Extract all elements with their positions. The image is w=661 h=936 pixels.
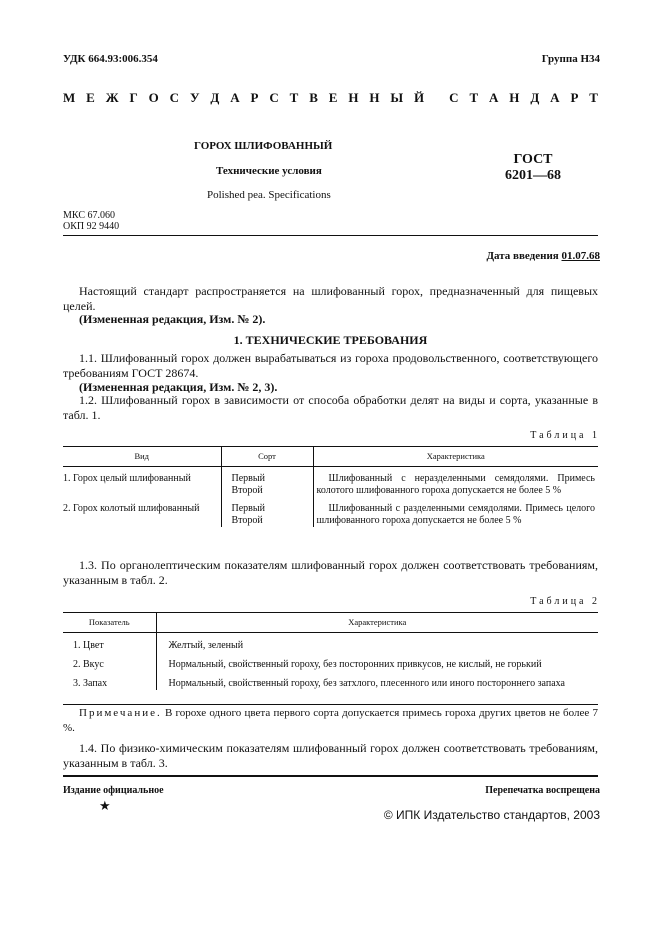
- intro-date-label: Дата введения: [486, 250, 559, 262]
- paragraph-1-3: 1.3. По органолептическим показателям шлифованный горох должен соответствовать требованиям, указанным в табл. 2.: [63, 558, 598, 587]
- grade-second: Второй: [231, 485, 263, 496]
- gost-label: ГОСТ: [513, 152, 553, 167]
- table-2-header-indicator: Показатель: [63, 612, 156, 633]
- intro-date-value: 01.07.68: [561, 250, 600, 262]
- table-2-caption: Таблица 2: [530, 596, 600, 607]
- star-icon: ★: [99, 798, 111, 813]
- banner-letter: О: [148, 90, 159, 105]
- paragraph-1-1: 1.1. Шлифованный горох должен вырабатываться из гороха продовольственного, соответствующего требованиям ГОСТ 28674.: [63, 351, 598, 380]
- banner-letter: Р: [250, 90, 259, 105]
- table-1-header-kind: Вид: [63, 446, 221, 467]
- document-subtitle: Технические условия: [216, 165, 322, 177]
- banner-letter: Е: [86, 90, 95, 105]
- copyright: © ИПК Издательство стандартов, 2003: [383, 808, 600, 822]
- banner-letter: С: [269, 90, 279, 105]
- banner-letter: Ж: [105, 90, 119, 105]
- intro-change-note: (Измененная редакция, Изм. № 2).: [79, 312, 266, 326]
- paragraph-1-2: 1.2. Шлифованный горох в зависимости от способа обработки делят на виды и сорта, указанные в табл. 1.: [63, 393, 598, 422]
- table-row: [63, 652, 598, 671]
- grade-first: Первый: [231, 503, 265, 514]
- okp-code: ОКП 92 9440: [63, 221, 120, 232]
- table-2-bottom-rule: [63, 704, 598, 705]
- banner-letter: М: [63, 90, 76, 105]
- table-1-cell-grade: [221, 467, 313, 498]
- table-row: [63, 671, 598, 690]
- table-1-cell-kind: 2. Горох колотый шлифованный: [63, 503, 200, 514]
- table-2-note: [63, 706, 598, 736]
- table-2-cell-characteristic: Желтый, зеленый: [156, 633, 598, 653]
- table-row: [63, 633, 598, 653]
- table-2-cell-indicator: 2. Вкус: [73, 659, 104, 670]
- table-2-header-characteristic: Характеристика: [156, 612, 598, 633]
- grade-first: Первый: [231, 473, 265, 484]
- table-1-cell-characteristic: Шлифованный с разделенными семядолями. Примесь целого шлифованного гороха допускается не более 5 %: [313, 497, 598, 527]
- banner-letter: Н: [509, 90, 520, 105]
- banner-letter: Г: [129, 90, 138, 105]
- banner-letter: Д: [210, 90, 220, 105]
- table-1-cell-grade: [221, 497, 313, 527]
- footer-divider: [63, 775, 598, 777]
- table-2-cell-indicator: 3. Запах: [73, 678, 108, 689]
- table-1-header-characteristic: Характеристика: [313, 446, 598, 467]
- banner-letter: А: [550, 90, 560, 105]
- banner-letter: А: [230, 90, 240, 105]
- banner-letter: Т: [289, 90, 299, 105]
- table-2: [63, 612, 598, 690]
- banner-letter: Ы: [390, 90, 404, 105]
- table-1-cell-characteristic: Шлифованный с неразделенными семядолями. Примесь колотого шлифованного гороха допускается не более 5 %: [313, 467, 598, 498]
- banner-letter: Т: [469, 90, 479, 105]
- paragraph-1-4: 1.4. По физико-химическим показателям шлифованный горох должен соответствовать требованиям, указанным в табл. 3.: [63, 741, 598, 770]
- banner-letter: Д: [530, 90, 540, 105]
- table-row: [63, 467, 598, 498]
- banner-letter: Н: [369, 90, 380, 105]
- banner-letter: Р: [570, 90, 579, 105]
- banner-letter: Й: [414, 90, 425, 105]
- banner-letter: [435, 90, 438, 106]
- banner-letter: Т: [589, 90, 598, 105]
- note-label: Примечание.: [79, 707, 162, 719]
- mks-code: МКС 67.060: [63, 210, 115, 221]
- standard-banner: [63, 90, 598, 106]
- english-title: Polished pea. Specifications: [207, 189, 331, 201]
- gost-number: 6201—68: [505, 168, 561, 183]
- table-row: [63, 497, 598, 527]
- banner-letter: Н: [348, 90, 359, 105]
- section-1-title: 1. ТЕХНИЧЕСКИЕ ТРЕБОВАНИЯ: [233, 333, 428, 347]
- intro-date: [486, 250, 600, 262]
- banner-letter: Е: [328, 90, 338, 105]
- table-1: [63, 446, 598, 527]
- banner-letter: С: [449, 90, 459, 105]
- header-divider: [63, 235, 598, 236]
- note-text: В горохе одного цвета первого сорта допускается примесь гороха других цветов не более 7 %.: [63, 707, 598, 734]
- table-1-header-grade: Сорт: [221, 446, 313, 467]
- table-2-cell-characteristic: Нормальный, свойственный гороху, без затхлого, плесенного или иного постороннего запаха: [156, 671, 598, 690]
- document-title: ГОРОХ ШЛИФОВАННЫЙ: [194, 140, 333, 152]
- table-2-cell-indicator: 1. Цвет: [73, 640, 104, 651]
- udk-code: УДК 664.93:006.354: [63, 53, 158, 65]
- reprint-prohibited: Перепечатка воспрещена: [485, 785, 600, 796]
- group-code: Группа Н34: [541, 53, 600, 65]
- banner-letter: У: [189, 90, 200, 105]
- table-2-cell-characteristic: Нормальный, свойственный гороху, без посторонних привкусов, не кислый, не горький: [156, 652, 598, 671]
- paragraph-1-1-change: (Измененная редакция, Изм. № 2, 3).: [79, 380, 278, 394]
- banner-letter: В: [309, 90, 318, 105]
- table-1-caption: Таблица 1: [530, 430, 600, 441]
- banner-letter: А: [489, 90, 499, 105]
- table-1-cell-kind: 1. Горох целый шлифованный: [63, 473, 191, 484]
- paragraph-intro: Настоящий стандарт распространяется на шлифованный горох, предназначенный для пищевых целей.: [63, 284, 598, 313]
- official-edition: Издание официальное: [63, 785, 164, 796]
- banner-letter: С: [169, 90, 180, 105]
- grade-second: Второй: [231, 515, 263, 526]
